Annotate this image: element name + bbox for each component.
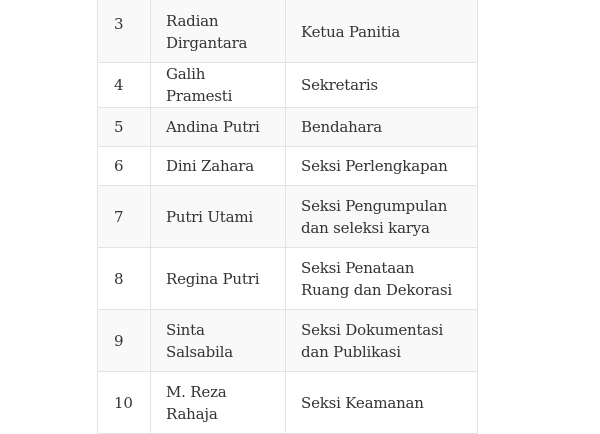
- table-row: [98, 147, 478, 186]
- table-row: [98, 310, 478, 372]
- member-name: Putri Utami: [151, 186, 286, 248]
- member-name: M. Reza Rahaja: [151, 372, 286, 434]
- table-row: [98, 186, 478, 248]
- member-name: Regina Putri: [151, 248, 286, 310]
- table-row: [98, 372, 478, 434]
- member-name: Galih Pramesti: [151, 63, 286, 108]
- member-role: Seksi Dokumentasi dan Publikasi: [286, 310, 478, 372]
- table-row: [98, 63, 478, 108]
- member-role: Seksi Perlengkapan: [286, 147, 478, 186]
- row-number: 3: [98, 0, 151, 63]
- table-row: [98, 248, 478, 310]
- table-row: [98, 108, 478, 147]
- row-number: 4: [98, 63, 151, 108]
- row-number: 10: [98, 372, 151, 434]
- table-row: [98, 0, 478, 63]
- member-role: Seksi Pengumpulan dan seleksi karya: [286, 186, 478, 248]
- member-name: Radian Dirgantara: [151, 0, 286, 63]
- row-number: 5: [98, 108, 151, 147]
- row-number: 6: [98, 147, 151, 186]
- member-name: Dini Zahara: [151, 147, 286, 186]
- member-role: Bendahara: [286, 108, 478, 147]
- row-number: 7: [98, 186, 151, 248]
- row-number: 8: [98, 248, 151, 310]
- member-role: Seksi Keamanan: [286, 372, 478, 434]
- member-name: Andina Putri: [151, 108, 286, 147]
- row-number: 9: [98, 310, 151, 372]
- member-role: Sekretaris: [286, 63, 478, 108]
- member-name: Sinta Salsabila: [151, 310, 286, 372]
- member-role: Ketua Panitia: [286, 0, 478, 63]
- member-role: Seksi Penataan Ruang dan Dekorasi: [286, 248, 478, 310]
- committee-table: [97, 0, 478, 434]
